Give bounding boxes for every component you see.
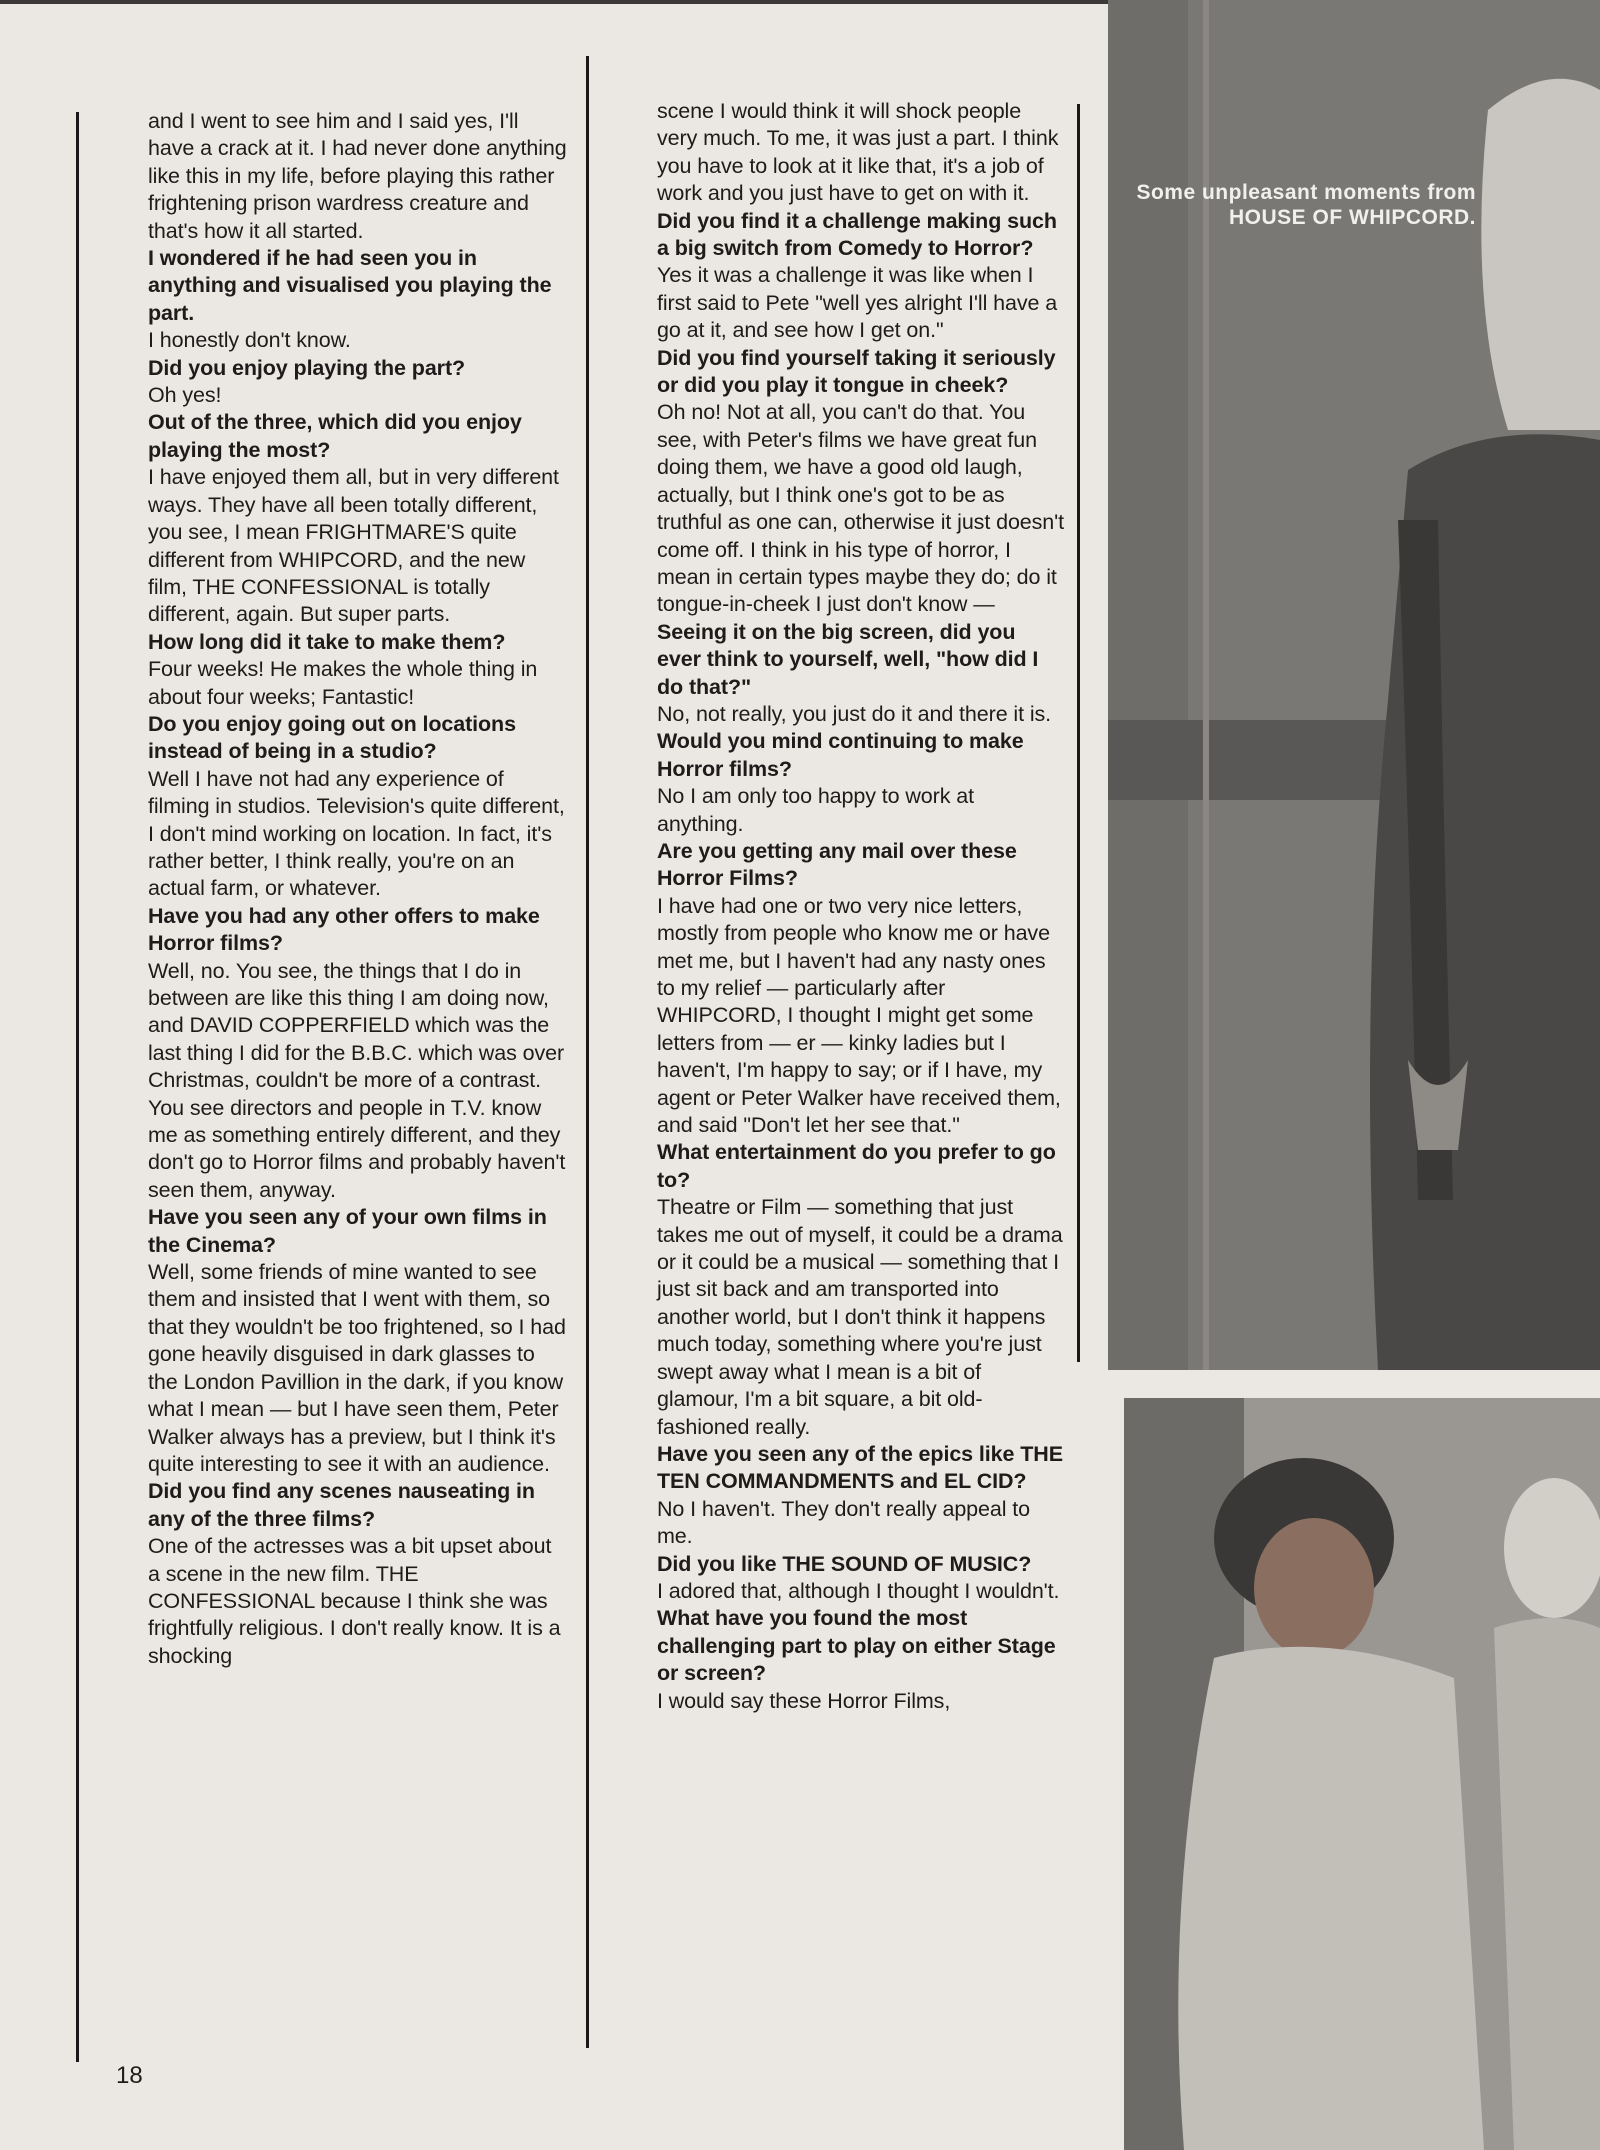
interview-question: I wondered if he had seen you in anything and visualised you playing the part. [148, 246, 552, 325]
interview-answer: Well, some friends of mine wanted to see them and insisted that I went with them, so that they wouldn't be too frightened, so I had gone heavily disguised in dark glasses to the London Pavillion in the dark, if you know what I mean — but I have seen them, Peter Walker always has a preview, but I think it's quite interesting to see it with an audience. [148, 1260, 566, 1476]
interview-question: Did you like THE SOUND OF MUSIC? [657, 1551, 1032, 1576]
interview-answer: Oh yes! [148, 383, 222, 408]
interview-question: Did you enjoy playing the part? [148, 355, 466, 380]
interview-answer: No I haven't. They don't really appeal to me. [657, 1496, 1031, 1549]
interview-question: Seeing it on the big screen, did you ever think to yourself, well, "how did I do that?" [657, 619, 1039, 699]
interview-question: Are you getting any mail over these Horror Films? [657, 838, 1017, 891]
interview-question: Did you find it a challenge making such a big switch from Comedy to Horror? [657, 208, 1057, 261]
interview-column-right [657, 98, 1065, 1715]
film-still-bottom [1124, 1398, 1600, 2150]
film-still-bottom-illustration [1124, 1398, 1600, 2150]
interview-answer: I adored that, although I thought I wouldn't. [657, 1578, 1060, 1603]
interview-question: Do you enjoy going out on locations instead of being in a studio? [148, 711, 516, 764]
interview-answer: No, not really, you just do it and there it is. [657, 701, 1052, 726]
interview-answer: I would say these Horror Films, [657, 1688, 951, 1713]
interview-answer: Theatre or Film — something that just takes me out of myself, it could be a drama or it could be a musical — something that I just sit back and am transported into another world, but I don't think it happens much today, something where you're just swept away what I mean is a bit of glamour, I'm a bit square, a bit old-fashioned really. [657, 1195, 1063, 1439]
interview-answer: One of the actresses was a bit upset about a scene in the new film. THE CONFESSIONAL because I think she was frightfully religious. I don't really know. It is a shocking [148, 1534, 561, 1668]
interview-answer: Well, no. You see, the things that I do in between are like this thing I am doing now, and DAVID COPPERFIELD which was the last thing I did for the B.B.C. which was over Christmas, couldn't be more of a contrast. You see directors and people in T.V. know me as something entirely different, and they don't go to Horror films and probably haven't seen them, anyway. [148, 958, 566, 1202]
page-top-edge [0, 0, 1110, 4]
column-rule-left [76, 112, 79, 2062]
interview-answer: scene I would think it will shock people very much. To me, it was just a part. I think you have to look at it like that, it's a job of work and you just have to get on with it. [657, 99, 1059, 206]
interview-column-left [148, 108, 568, 1670]
interview-answer: Well I have not had any experience of filming in studios. Television's quite different, I don't mind working on location. In fact, it's rather better, I think really, you're on an actual farm, or whatever. [148, 766, 565, 901]
page-number: 18 [116, 2062, 143, 2089]
interview-answer: Four weeks! He makes the whole thing in about four weeks; Fantastic! [148, 657, 538, 709]
interview-answer: I have had one or two very nice letters, mostly from people who know me or have met me, but I haven't had any nasty ones to my relief — particularly after WHIPCORD, I thought I might get some letters from — er — kinky ladies but I haven't, I'm happy to say; or if I have, my agent or Peter Walker have received them, and said "Don't let her see that." [657, 893, 1061, 1138]
interview-answer: No I am only too happy to work at anything. [657, 784, 974, 836]
film-still-top [1108, 0, 1600, 1370]
interview-question: Did you find yourself taking it seriously or did you play it tongue in cheek? [657, 345, 1056, 398]
interview-question: How long did it take to make them? [148, 629, 506, 654]
interview-answer: I have enjoyed them all, but in very different ways. They have all been totally different, you see, I mean FRIGHTMARE'S quite different from WHIPCORD, and the new film, THE CONFESSIONAL is totally different, again. But super parts. [148, 465, 559, 627]
interview-question: Out of the three, which did you enjoy playing the most? [148, 410, 522, 462]
interview-answer: Oh no! Not at all, you can't do that. You see, with Peter's films we have great fun doing them, we have a good old laugh, actually, but I think one's got to be as truthful as one can, otherwise it just doesn't come off. I think in his type of horror, I mean in certain types maybe they do; do it tongue-in-cheek I just don't know — [657, 400, 1065, 617]
column-rule-right [1077, 104, 1080, 1362]
interview-question: Would you mind continuing to make Horror films? [657, 729, 1024, 781]
interview-question: Have you seen any of the epics like THE TEN COMMANDMENTS and EL CID? [657, 1441, 1063, 1494]
interview-answer: Yes it was a challenge it was like when I first said to Pete "well yes alright I'll have a go at it, and see how I get on." [657, 263, 1058, 343]
interview-question: What entertainment do you prefer to go to? [657, 1140, 1056, 1192]
interview-question: Have you seen any of your own films in the Cinema? [148, 1205, 547, 1257]
interview-question: What have you found the most challenging part to play on either Stage or screen? [657, 1606, 1056, 1686]
column-rule-middle [586, 56, 589, 2048]
interview-answer: I honestly don't know. [148, 328, 351, 353]
interview-answer: and I went to see him and I said yes, I'll have a crack at it. I had never done anything like this in my life, before playing this rather frightening prison wardress creature and that's how it all started. [148, 109, 567, 243]
interview-question: Did you find any scenes nauseating in any of the three films? [148, 1479, 535, 1531]
photo-caption: Some unpleasant moments from HOUSE OF WHIPCORD. [1136, 181, 1476, 229]
interview-question: Have you had any other offers to make Horror films? [148, 903, 540, 956]
